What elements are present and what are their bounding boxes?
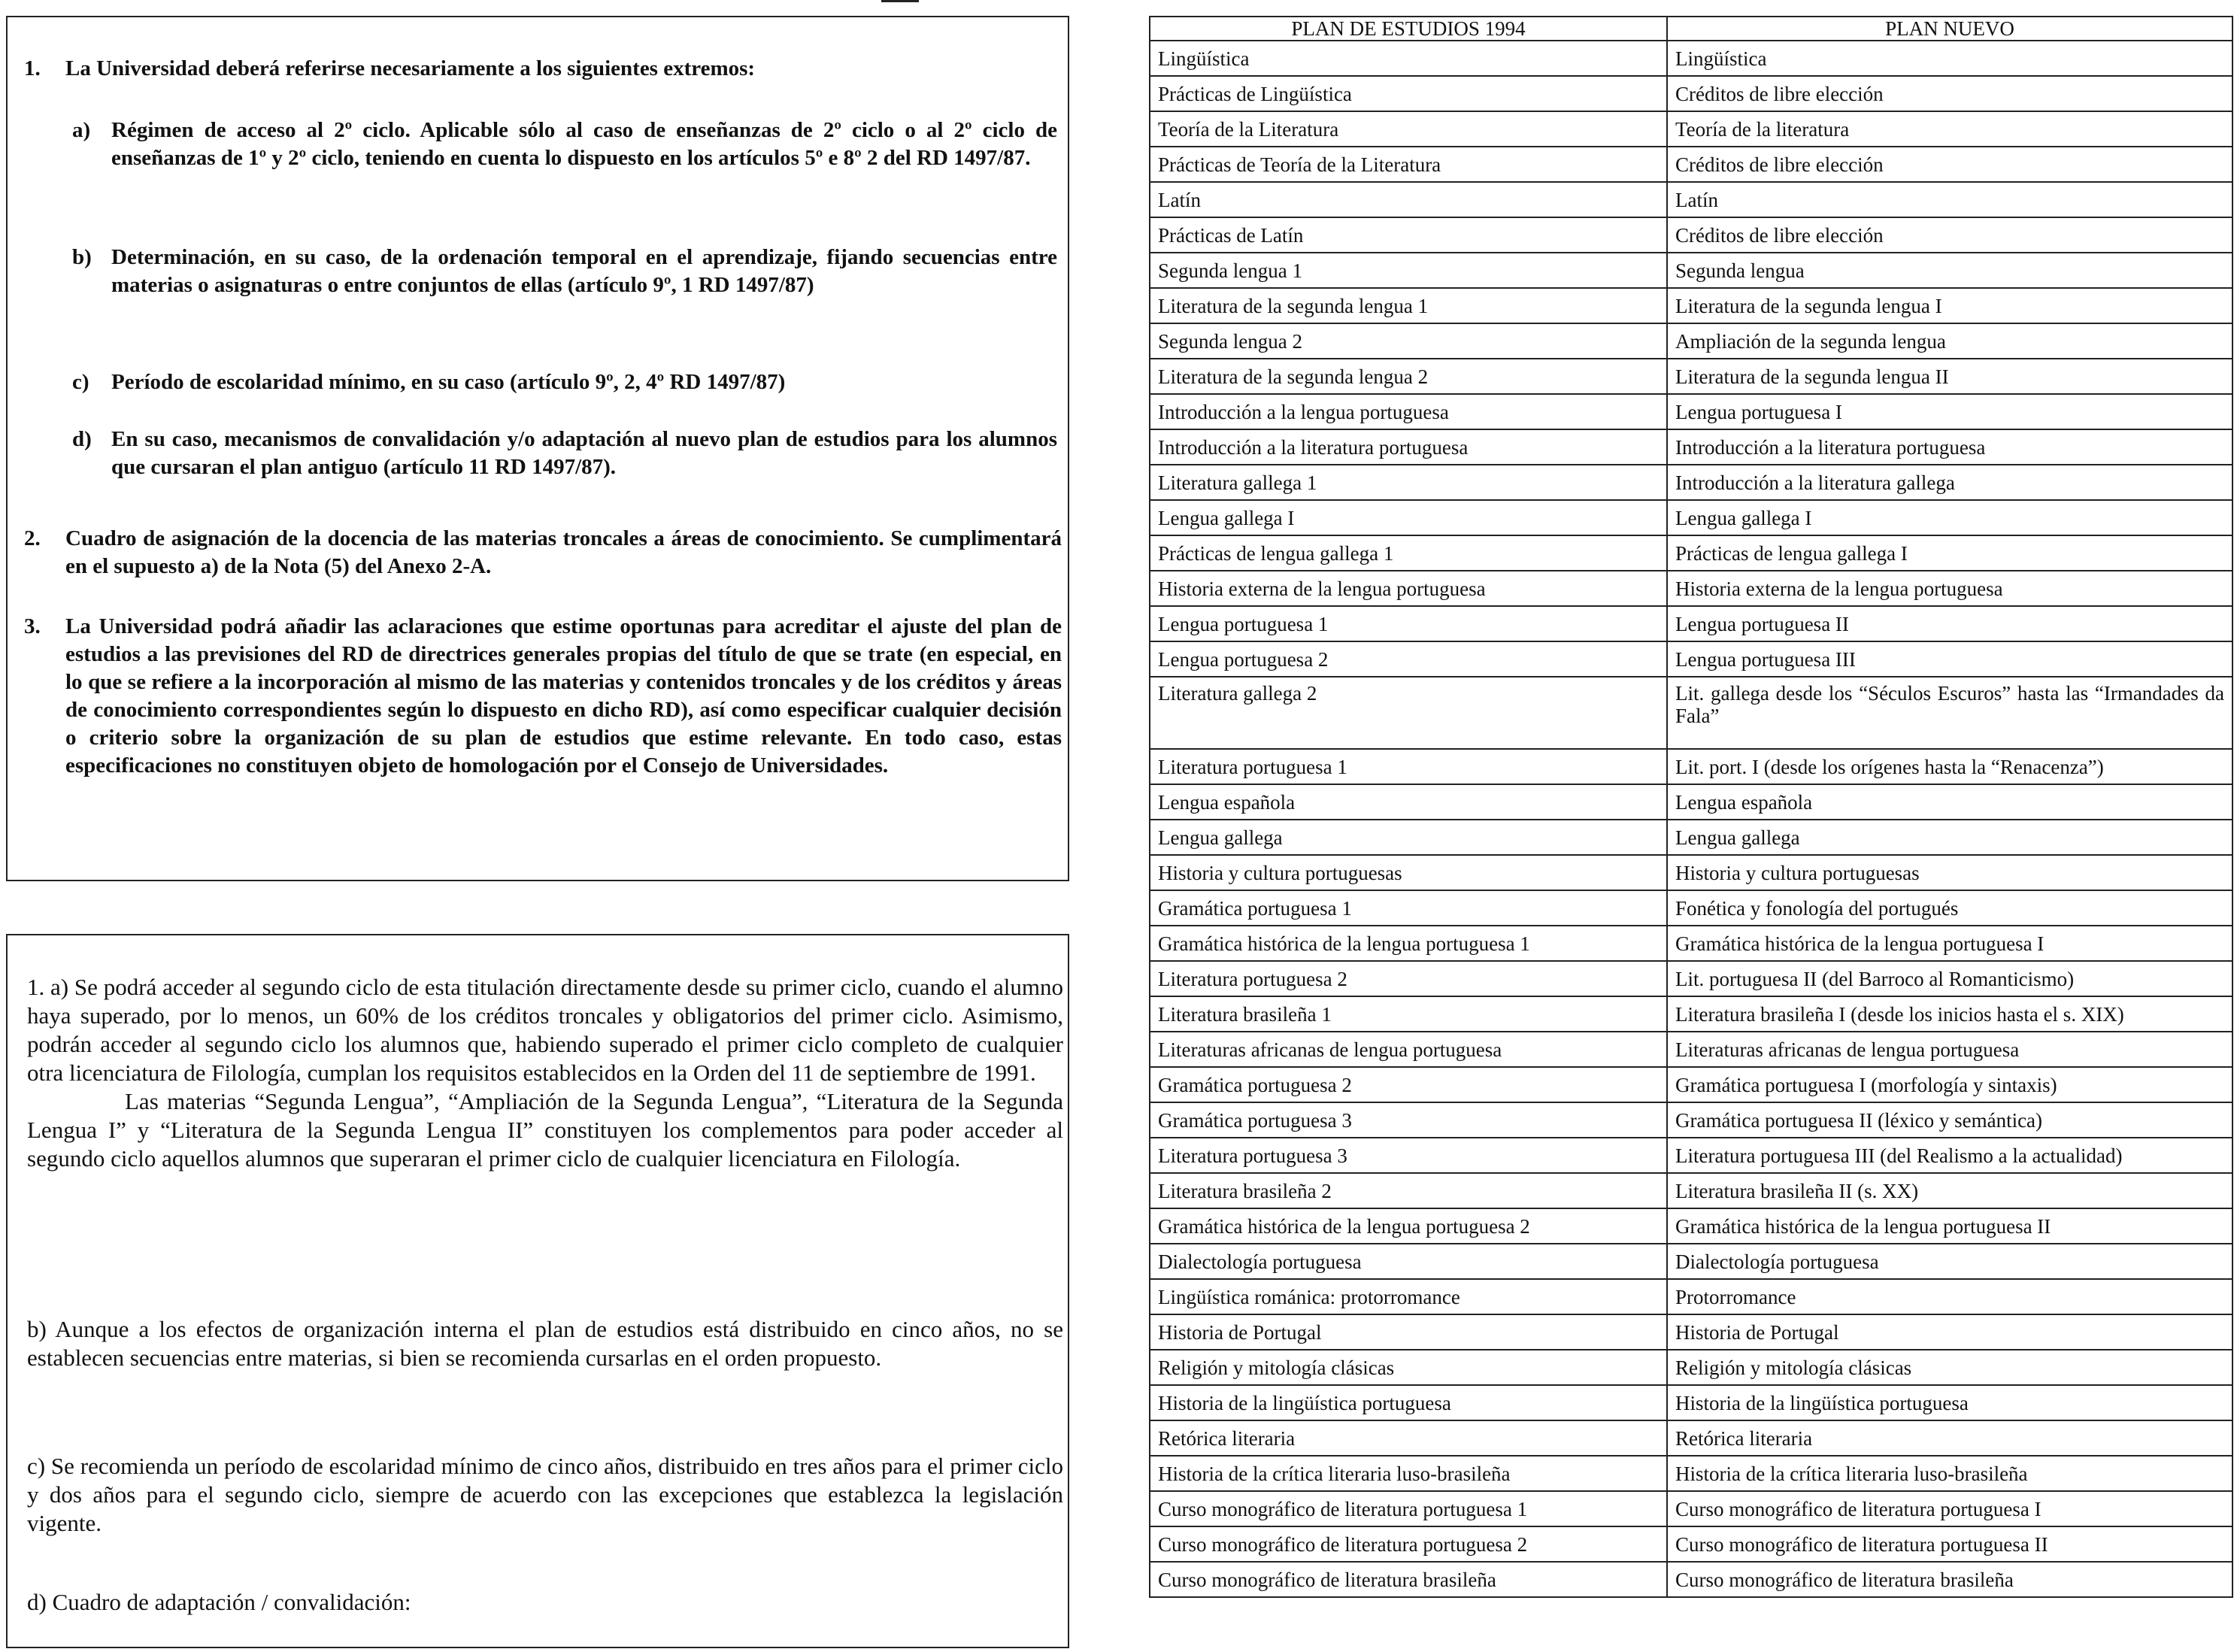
old-plan-cell: Gramática portuguesa 1 (1150, 890, 1667, 926)
table-row (1150, 926, 2232, 961)
table-row (1150, 535, 2232, 571)
table-header-row (1150, 17, 2232, 41)
table-row (1150, 323, 2232, 359)
column-header-old-plan: PLAN DE ESTUDIOS 1994 (1150, 17, 1667, 41)
new-plan-cell: Lengua portuguesa II (1667, 606, 2232, 641)
new-plan-cell: Lengua española (1667, 784, 2232, 820)
table-row (1150, 217, 2232, 253)
new-plan-cell: Curso monográfico de literatura brasileña (1667, 1562, 2232, 1597)
new-plan-cell: Historia de la crítica literaria luso-brasileña (1667, 1456, 2232, 1491)
new-plan-cell: Literatura brasileña II (s. XX) (1667, 1173, 2232, 1208)
answer-a-complements: Las materias “Segunda Lengua”, “Ampliación de la Segunda Lengua”, “Literatura de la Segunda Lengua I” y “Literatura de la Segunda Lengua II” constituyen los complementos para poder acceder al segundo ciclo aquellos alumnos que superaran el primer ciclo de cualquier licenciatura en Filología. (27, 1088, 1063, 1172)
new-plan-cell: Lit. port. I (desde los orígenes hasta la “Renacenza”) (1667, 749, 2232, 784)
answers-box (6, 934, 1069, 1648)
old-plan-cell: Curso monográfico de literatura brasileña (1150, 1562, 1667, 1597)
column-header-new-plan: PLAN NUEVO (1667, 17, 2232, 41)
table-row (1150, 429, 2232, 465)
new-plan-cell: Créditos de libre elección (1667, 147, 2232, 182)
answer-d: d) Cuadro de adaptación / convalidación: (27, 1589, 411, 1615)
old-plan-cell: Historia de la lingüística portuguesa (1150, 1385, 1667, 1420)
old-plan-cell: Prácticas de lengua gallega 1 (1150, 535, 1667, 571)
new-plan-cell: Lengua portuguesa I (1667, 394, 2232, 429)
new-plan-cell: Ampliación de la segunda lengua (1667, 323, 2232, 359)
new-plan-cell: Literatura brasileña I (desde los inicios hasta el s. XIX) (1667, 996, 2232, 1032)
old-plan-cell: Literatura de la segunda lengua 1 (1150, 288, 1667, 323)
table-row (1150, 677, 2232, 749)
table-row (1150, 359, 2232, 394)
instruction-2: 2. Cuadro de asignación de la docencia de las materias troncales a áreas de conocimiento. Se cumplimentará en el supuesto a) de la Nota (5) del Anexo 2-A. (24, 526, 1062, 578)
old-plan-cell: Literatura portuguesa 2 (1150, 961, 1667, 996)
table-row (1150, 500, 2232, 535)
new-plan-cell: Lengua gallega (1667, 820, 2232, 855)
new-plan-cell: Lit. gallega desde los “Séculos Escuros” hasta las “Irmandades da Fala” (1667, 677, 2232, 749)
old-plan-cell: Prácticas de Lingüística (1150, 76, 1667, 111)
new-plan-cell: Créditos de libre elección (1667, 217, 2232, 253)
table-row (1150, 996, 2232, 1032)
new-plan-cell: Religión y mitología clásicas (1667, 1350, 2232, 1385)
new-plan-cell: Protorromance (1667, 1279, 2232, 1314)
instruction-1: 1. La Universidad deberá referirse necesariamente a los siguientes extremos: (24, 56, 756, 80)
table-row (1150, 1102, 2232, 1138)
old-plan-cell: Historia de Portugal (1150, 1314, 1667, 1350)
instruction-1b: b) Determinación, en su caso, de la ordenación temporal en el aprendizaje, fijando secuencias entre materias o asignaturas o entre conjuntos de ellas (artículo 9º, 1 RD 1497/87) (72, 245, 1057, 297)
table-row (1150, 394, 2232, 429)
old-plan-cell: Religión y mitología clásicas (1150, 1350, 1667, 1385)
table-row (1150, 1385, 2232, 1420)
new-plan-cell: Historia externa de la lengua portuguesa (1667, 571, 2232, 606)
instruction-1a: a) Régimen de acceso al 2º ciclo. Aplicable sólo al caso de enseñanzas de 2º ciclo o al 2º ciclo de enseñanzas de 1º y 2º ciclo, teniendo en cuenta lo dispuesto en los artículos 5º e 8º 2 del RD 1497/87. (72, 118, 1057, 170)
table-row (1150, 890, 2232, 926)
instruction-1d: d) En su caso, mecanismos de convalidación y/o adaptación al nuevo plan de estudios para los alumnos que cursaran el plan antiguo (artículo 11 RD 1497/87). (72, 427, 1057, 479)
old-plan-cell: Literatura gallega 1 (1150, 465, 1667, 500)
new-plan-cell: Introducción a la literatura portuguesa (1667, 429, 2232, 465)
old-plan-cell: Literaturas africanas de lengua portuguesa (1150, 1032, 1667, 1067)
table-row (1150, 1279, 2232, 1314)
old-plan-cell: Gramática histórica de la lengua portuguesa 2 (1150, 1208, 1667, 1244)
old-plan-cell: Introducción a la lengua portuguesa (1150, 394, 1667, 429)
table-body (1150, 41, 2232, 1597)
table-row (1150, 1420, 2232, 1456)
new-plan-cell: Gramática histórica de la lengua portuguesa I (1667, 926, 2232, 961)
table-row (1150, 1526, 2232, 1562)
old-plan-cell: Literatura portuguesa 3 (1150, 1138, 1667, 1173)
old-plan-cell: Retórica literaria (1150, 1420, 1667, 1456)
new-plan-cell: Segunda lengua (1667, 253, 2232, 288)
new-plan-cell: Créditos de libre elección (1667, 76, 2232, 111)
table-row (1150, 855, 2232, 890)
table-row (1150, 111, 2232, 147)
new-plan-cell: Lengua gallega I (1667, 500, 2232, 535)
table-row (1150, 1491, 2232, 1526)
old-plan-cell: Curso monográfico de literatura portuguesa 2 (1150, 1526, 1667, 1562)
table-row (1150, 1032, 2232, 1067)
new-plan-cell: Teoría de la literatura (1667, 111, 2232, 147)
old-plan-cell: Literatura de la segunda lengua 2 (1150, 359, 1667, 394)
table-row (1150, 465, 2232, 500)
convalidation-table (1149, 16, 2233, 1598)
new-plan-cell: Historia y cultura portuguesas (1667, 855, 2232, 890)
old-plan-cell: Gramática portuguesa 3 (1150, 1102, 1667, 1138)
old-plan-cell: Gramática histórica de la lengua portuguesa 1 (1150, 926, 1667, 961)
table-row (1150, 961, 2232, 996)
table-row (1150, 1244, 2232, 1279)
table-row (1150, 1067, 2232, 1102)
new-plan-cell: Gramática histórica de la lengua portuguesa II (1667, 1208, 2232, 1244)
new-plan-cell: Introducción a la literatura gallega (1667, 465, 2232, 500)
old-plan-cell: Lengua gallega (1150, 820, 1667, 855)
table-row (1150, 820, 2232, 855)
old-plan-cell: Lengua gallega I (1150, 500, 1667, 535)
table-row (1150, 1456, 2232, 1491)
old-plan-cell: Lengua portuguesa 2 (1150, 641, 1667, 677)
old-plan-cell: Historia de la crítica literaria luso-brasileña (1150, 1456, 1667, 1491)
new-plan-cell: Curso monográfico de literatura portuguesa I (1667, 1491, 2232, 1526)
old-plan-cell: Literatura portuguesa 1 (1150, 749, 1667, 784)
new-plan-cell: Gramática portuguesa I (morfología y sintaxis) (1667, 1067, 2232, 1102)
old-plan-cell: Latín (1150, 182, 1667, 217)
old-plan-cell: Prácticas de Latín (1150, 217, 1667, 253)
table-row (1150, 571, 2232, 606)
old-plan-cell: Lengua portuguesa 1 (1150, 606, 1667, 641)
old-plan-cell: Prácticas de Teoría de la Literatura (1150, 147, 1667, 182)
old-plan-cell: Introducción a la literatura portuguesa (1150, 429, 1667, 465)
top-edge-mark (881, 0, 919, 2)
new-plan-cell: Lengua portuguesa III (1667, 641, 2232, 677)
table-row (1150, 1314, 2232, 1350)
table-row (1150, 1173, 2232, 1208)
old-plan-cell: Segunda lengua 1 (1150, 253, 1667, 288)
instruction-1c: c) Período de escolaridad mínimo, en su caso (artículo 9º, 2, 4º RD 1497/87) (72, 370, 786, 394)
new-plan-cell: Literatura portuguesa III (del Realismo a la actualidad) (1667, 1138, 2232, 1173)
table-row (1150, 288, 2232, 323)
new-plan-cell: Dialectología portuguesa (1667, 1244, 2232, 1279)
table-row (1150, 749, 2232, 784)
new-plan-cell: Retórica literaria (1667, 1420, 2232, 1456)
old-plan-cell: Lengua española (1150, 784, 1667, 820)
new-plan-cell: Literatura de la segunda lengua II (1667, 359, 2232, 394)
old-plan-cell: Literatura brasileña 2 (1150, 1173, 1667, 1208)
old-plan-cell: Literatura gallega 2 (1150, 677, 1667, 749)
old-plan-cell: Segunda lengua 2 (1150, 323, 1667, 359)
new-plan-cell: Lit. portuguesa II (del Barroco al Romanticismo) (1667, 961, 2232, 996)
new-plan-cell: Latín (1667, 182, 2232, 217)
old-plan-cell: Historia externa de la lengua portuguesa (1150, 571, 1667, 606)
old-plan-cell: Dialectología portuguesa (1150, 1244, 1667, 1279)
old-plan-cell: Lingüística románica: protorromance (1150, 1279, 1667, 1314)
new-plan-cell: Gramática portuguesa II (léxico y semántica) (1667, 1102, 2232, 1138)
new-plan-cell: Curso monográfico de literatura portuguesa II (1667, 1526, 2232, 1562)
table-row (1150, 1350, 2232, 1385)
table-row (1150, 182, 2232, 217)
table-row (1150, 76, 2232, 111)
old-plan-cell: Lingüística (1150, 41, 1667, 76)
instruction-3: 3. La Universidad podrá añadir las aclaraciones que estime oportunas para acreditar el ajuste del plan de estudios a las previsiones del RD de directrices generales propias del título de que se trate (en especial, en lo que se refiere a la incorporación al mismo de las materias y contenidos troncales y de los créditos y áreas de conocimiento correspondientes según lo dispuesto en dicho RD), así como especificar cualquier decisión o criterio sobre la organización de su plan de estudios que estime relevante. En todo caso, estas especificaciones no constituyen objeto de homologación por el Consejo de Universidades. (24, 614, 1062, 778)
table-row (1150, 253, 2232, 288)
new-plan-cell: Historia de la lingüística portuguesa (1667, 1385, 2232, 1420)
new-plan-cell: Lingüística (1667, 41, 2232, 76)
answer-c: c) Se recomienda un período de escolaridad mínimo de cinco años, distribuido en tres años para el primer ciclo y dos años para el segundo ciclo, siempre de acuerdo con las excepciones que establezca la legislación vigente. (27, 1453, 1063, 1536)
old-plan-cell: Literatura brasileña 1 (1150, 996, 1667, 1032)
answer-b: b) Aunque a los efectos de organización interna el plan de estudios está distribuido en cinco años, no se establecen secuencias entre materias, si bien se recomienda cursarlas en el orden propuesto. (27, 1316, 1063, 1371)
table-row (1150, 1208, 2232, 1244)
table-row (1150, 147, 2232, 182)
new-plan-cell: Prácticas de lengua gallega I (1667, 535, 2232, 571)
table-row (1150, 1562, 2232, 1597)
answer-a-access: 1. a) Se podrá acceder al segundo ciclo de esta titulación directamente desde su primer ciclo, cuando el alumno haya superado, por lo menos, un 60% de los créditos troncales y obligatorios del primer ciclo. Asimismo, podrán acceder al segundo ciclo los alumnos que, habiendo superado el primer ciclo completo de cualquier otra licenciatura de Filología, cumplan los requisitos establecidos en la Orden del 11 de septiembre de 1991. (27, 974, 1063, 1086)
table-row (1150, 784, 2232, 820)
new-plan-cell: Literatura de la segunda lengua I (1667, 288, 2232, 323)
new-plan-cell: Fonética y fonología del portugués (1667, 890, 2232, 926)
old-plan-cell: Historia y cultura portuguesas (1150, 855, 1667, 890)
table-row (1150, 41, 2232, 76)
table-row (1150, 1138, 2232, 1173)
old-plan-cell: Curso monográfico de literatura portuguesa 1 (1150, 1491, 1667, 1526)
new-plan-cell: Historia de Portugal (1667, 1314, 2232, 1350)
new-plan-cell: Literaturas africanas de lengua portuguesa (1667, 1032, 2232, 1067)
table-row (1150, 641, 2232, 677)
table-row (1150, 606, 2232, 641)
old-plan-cell: Gramática portuguesa 2 (1150, 1067, 1667, 1102)
old-plan-cell: Teoría de la Literatura (1150, 111, 1667, 147)
instructions-box (6, 16, 1069, 881)
